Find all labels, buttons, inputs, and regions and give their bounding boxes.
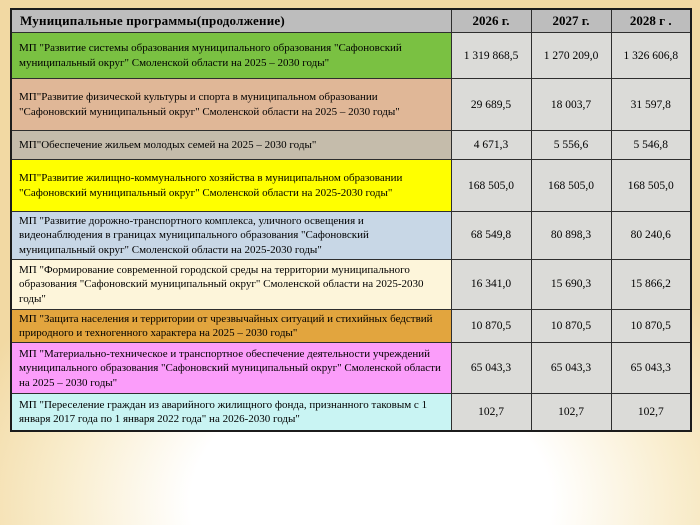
program-name-cell: МП "Развитие системы образования муниципального образования "Сафоновский муниципальный округ" Смоленской области на 2025 – 2030 годы" xyxy=(11,33,451,79)
table-row-urban-environment-program xyxy=(11,259,691,309)
value-cell-2026: 1 319 868,5 xyxy=(451,33,531,79)
value-cell-2027: 5 556,6 xyxy=(531,131,611,160)
table-row-logistics-support-program xyxy=(11,343,691,394)
value-cell-2026: 168 505,0 xyxy=(451,160,531,212)
table-row-housing-young-families-program xyxy=(11,131,691,160)
table-row-emergency-protection-program xyxy=(11,309,691,343)
value-cell-2026: 16 341,0 xyxy=(451,259,531,309)
value-cell-2027: 102,7 xyxy=(531,394,611,431)
program-name-cell: МП"Развитие физической культуры и спорта в муниципальном образовании "Сафоновский муниципальный округ" Смоленской области на 2025 – 2030 годы" xyxy=(11,79,451,131)
year-column-header-2028: 2028 г . xyxy=(611,9,691,33)
municipal-programs-table xyxy=(10,8,692,432)
value-cell-2026: 10 870,5 xyxy=(451,309,531,343)
program-name-cell: МП "Материально-техническое и транспортное обеспечение деятельности учреждений муниципального образования "Сафоновский муниципальный округ" Смоленской области на 2025 – 2030 годы" xyxy=(11,343,451,394)
program-name-cell: МП"Развитие жилищно-коммунального хозяйства в муниципальном образовании "Сафоновский муниципальный округ" Смоленской области на 2025-2030 годы" xyxy=(11,160,451,212)
program-name-cell: МП "Переселение граждан из аварийного жилищного фонда, признанного таковым с 1 января 2017 года по 1 января 2022 года" на 2026-2030 годы" xyxy=(11,394,451,431)
program-name-cell: МП "Защита населения и территории от чрезвычайных ситуаций и стихийных бедствий природного и техногенного характера на 2025 – 2030 годы" xyxy=(11,309,451,343)
value-cell-2027: 1 270 209,0 xyxy=(531,33,611,79)
program-name-cell: МП "Формирование современной городской среды на территории муниципального образования "Сафоновский муниципальный округ" Смоленской области на 2025-2030 годы" xyxy=(11,259,451,309)
value-cell-2027: 10 870,5 xyxy=(531,309,611,343)
table-row-utilities-program xyxy=(11,160,691,212)
value-cell-2026: 102,7 xyxy=(451,394,531,431)
value-cell-2027: 18 003,7 xyxy=(531,79,611,131)
year-column-header-2026: 2026 г. xyxy=(451,9,531,33)
value-cell-2028: 15 866,2 xyxy=(611,259,691,309)
value-cell-2028: 80 240,6 xyxy=(611,212,691,260)
program-name-cell: МП "Развитие дорожно-транспортного комплекса, уличного освещения и видеонаблюдения в границах муниципального образования "Сафоновский муниципальный округ" Смоленской области на 2025-2030 годы" xyxy=(11,212,451,260)
value-cell-2027: 65 043,3 xyxy=(531,343,611,394)
value-cell-2028: 31 597,8 xyxy=(611,79,691,131)
table-row-road-transport-program xyxy=(11,212,691,260)
value-cell-2028: 1 326 606,8 xyxy=(611,33,691,79)
value-cell-2028: 65 043,3 xyxy=(611,343,691,394)
value-cell-2026: 29 689,5 xyxy=(451,79,531,131)
program-name-cell: МП"Обеспечение жильем молодых семей на 2025 – 2030 годы" xyxy=(11,131,451,160)
table-header-row xyxy=(11,9,691,33)
value-cell-2026: 65 043,3 xyxy=(451,343,531,394)
value-cell-2028: 102,7 xyxy=(611,394,691,431)
value-cell-2028: 5 546,8 xyxy=(611,131,691,160)
value-cell-2028: 168 505,0 xyxy=(611,160,691,212)
value-cell-2026: 4 671,3 xyxy=(451,131,531,160)
value-cell-2027: 168 505,0 xyxy=(531,160,611,212)
table-row-resettlement-program xyxy=(11,394,691,431)
table-row-education-program xyxy=(11,33,691,79)
table-row-sport-program xyxy=(11,79,691,131)
value-cell-2028: 10 870,5 xyxy=(611,309,691,343)
value-cell-2026: 68 549,8 xyxy=(451,212,531,260)
programs-column-header: Муниципальные программы(продолжение) xyxy=(11,9,451,33)
value-cell-2027: 15 690,3 xyxy=(531,259,611,309)
year-column-header-2027: 2027 г. xyxy=(531,9,611,33)
value-cell-2027: 80 898,3 xyxy=(531,212,611,260)
